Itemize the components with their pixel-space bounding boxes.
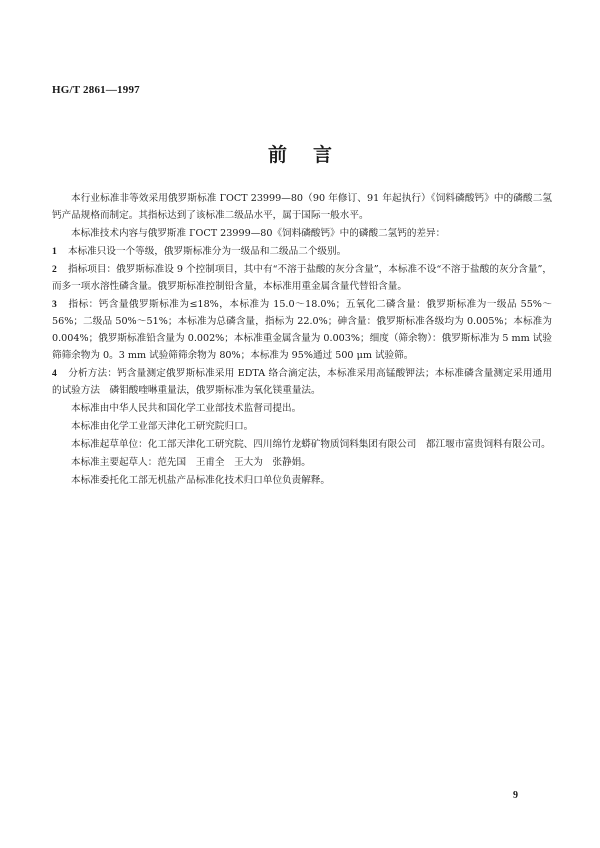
- list-item: [52, 365, 552, 399]
- interpretation-paragraph: 本标准委托化工部无机盐产品标准化技术归口单位负责解释。: [71, 475, 331, 486]
- differences-intro-paragraph: 本标准技术内容与俄罗斯准 ГОСТ 23999—80《饲料磷酸钙》中的磷酸二氢钙的差异：: [71, 228, 446, 239]
- item-number: 1: [52, 246, 57, 257]
- item-number: 2: [52, 264, 57, 275]
- intro-paragraph: 本行业标准非等效采用俄罗斯标准 ГОСТ 23999—80（90 年修订、91 年起执行）《饲料磷酸钙》中的磷酸二氢钙产品规格而制定。其指标达到了该标准二级品水平，属于国际一般水平。: [52, 193, 552, 221]
- item-number: 4: [52, 368, 57, 379]
- list-item: [52, 243, 552, 260]
- item-text: 指标项目：俄罗斯标准设 9 个控制项目，其中有“不溶于盐酸的灰分含量”，本标准不设“不溶于盐酸的灰分含量”，而多一项水溶性磷含量。俄罗斯标准控制铅含量，本标准用重金属含量代替铅含量。: [52, 264, 552, 292]
- drafters-paragraph: 本标准主要起草人：范先国 王甫全 王大为 张静娟。: [71, 457, 311, 468]
- page-title: 前言: [267, 144, 358, 166]
- item-text: 分析方法：钙含量测定俄罗斯标准采用 EDTA 络合滴定法，本标准采用高锰酸钾法；本标准磷含量测定采用通用的试验方法 磷钼酸喹啉重量法，俄罗斯标准为氧化镁重量法。: [52, 368, 552, 396]
- item-number: 3: [52, 299, 57, 310]
- list-item: [52, 261, 552, 295]
- document-body: [52, 190, 552, 490]
- list-item: [52, 296, 552, 364]
- item-text: 指标：钙含量俄罗斯标准为≤18%，本标准为 15.0～18.0%；五氧化二磷含量：俄罗斯标准为一级品 55%～56%；二级品 50%～51%；本标准为总磷含量，指标为 22.0%；砷含量：俄罗斯标准各级均为 0.005%；本标准为 0.004%；俄罗斯标准铅含量为 0.002%；本标准重金属含量为 0.003%；细度（筛余物）：俄罗斯标准为 5 mm 试验筛筛余物为 0。3 mm 试验筛筛余物为 80%；本标准为 95%通过 500 μm 试验筛。: [52, 299, 552, 361]
- page-number: 9: [513, 790, 518, 801]
- drafting-units-paragraph: 本标准起草单位：化工部天津化工研究院、四川绵竹龙蟒矿物质饲料集团有限公司 都江堰市富贵饲料有限公司。: [71, 439, 551, 450]
- proposer-paragraph: 本标准由中华人民共和国化学工业部技术监督司提出。: [71, 403, 302, 414]
- standard-code: HG/T 2861—1997: [52, 84, 140, 96]
- item-text: 本标准只设一个等级，俄罗斯标准分为一级品和二级品二个级别。: [68, 246, 347, 257]
- centralized-unit-paragraph: 本标准由化学工业部天津化工研究院归口。: [71, 421, 254, 432]
